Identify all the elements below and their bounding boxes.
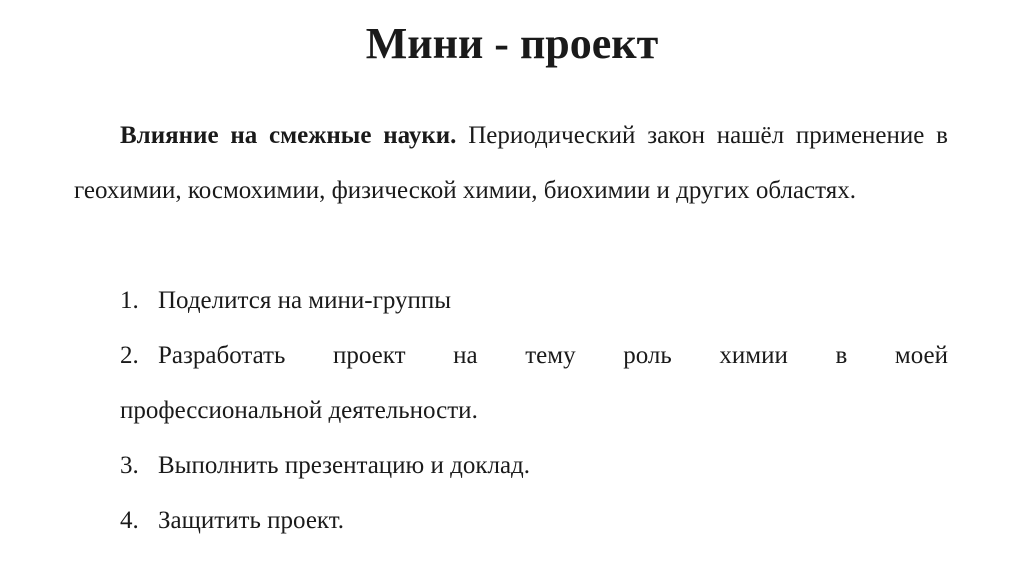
paragraph-text: Периодический закон нашёл применение в геохимии, космохимии, физической химии, биохимии и других областях. [74, 122, 948, 204]
intro-paragraph [74, 108, 948, 218]
list-item-number: 1. [120, 287, 139, 314]
list-item-number: 2. [120, 342, 139, 369]
slide-title: Мини - проект [365, 19, 659, 68]
list-item [120, 273, 948, 328]
list-item [120, 328, 948, 438]
list-item-text-line1: Разработать проект на тему роль химии в моей [158, 342, 948, 369]
list-item-text: Поделится на мини-группы [158, 287, 452, 314]
list-item-text-line2: профессиональной деятельности. [120, 397, 478, 424]
task-list [120, 273, 948, 548]
list-item-number: 3. [120, 452, 139, 479]
list-item-text: Выполнить презентацию и доклад. [158, 452, 531, 479]
list-item-text: Защитить проект. [158, 507, 345, 534]
list-item-number: 4. [120, 507, 139, 534]
list-item [120, 493, 948, 548]
list-item [120, 438, 948, 493]
paragraph-lead: Влияние на смежные науки. [120, 122, 457, 149]
list-item-text [120, 328, 948, 438]
